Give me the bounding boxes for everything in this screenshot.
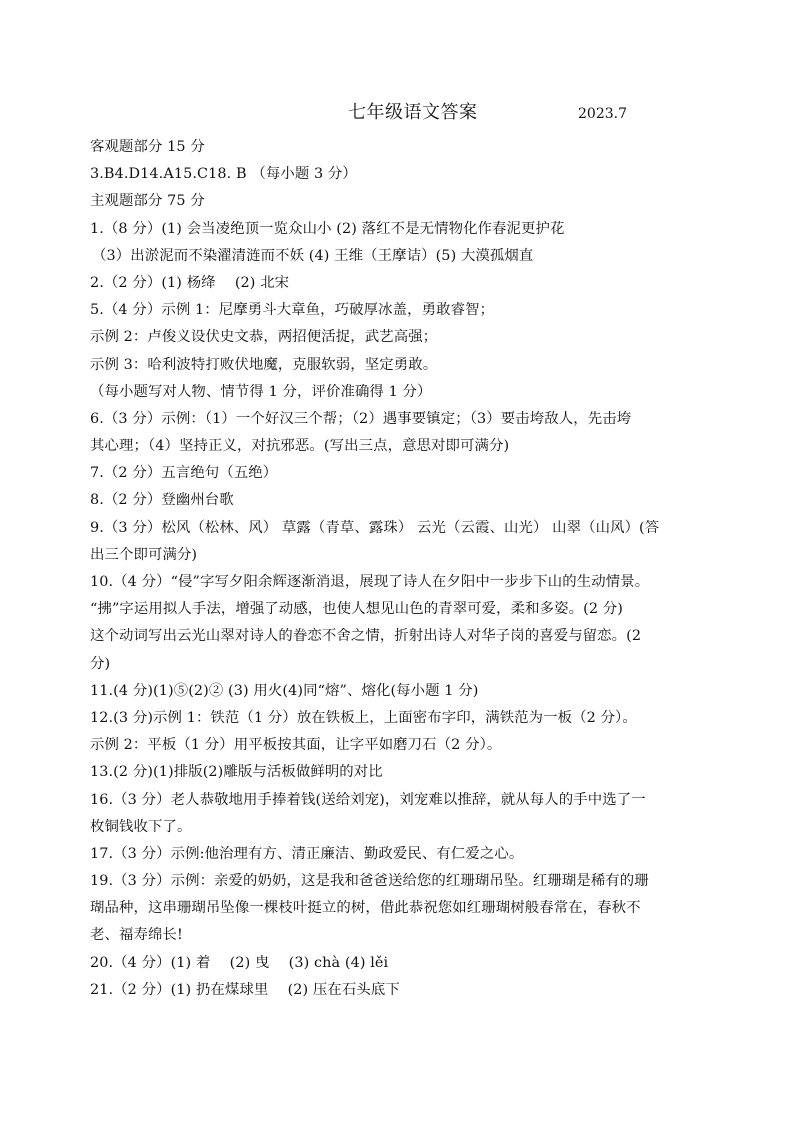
page-title: 七年级语文答案	[348, 102, 478, 123]
section-objective: 客观题部分 15 分	[90, 139, 205, 155]
answer-line: 12.(3 分)示例 1：铁范（1 分）放在铁板上，上面密布字印，满铁范为一板（2 分）。	[90, 709, 637, 726]
answer-line: 1.（8 分）(1) 会当凌绝顶一览众山小 (2) 落红不是无情物化作春泥更护花	[90, 220, 565, 237]
answer-line: 7.（2 分）五言绝句（五绝）	[90, 465, 278, 482]
answer-line: 21.（2 分）(1) 扔在煤球里 (2) 压在石头底下	[90, 981, 400, 998]
answer-line: 枚铜钱收下了。	[90, 818, 192, 835]
answer-line: （3）出淤泥而不染濯清涟而不妖 (4) 王维（王摩诘）(5) 大漠孤烟直	[92, 247, 534, 264]
date-label: 2023.7	[578, 106, 627, 122]
answer-line: 示例 3：哈利波特打败伏地魔，克服软弱，坚定勇敢。	[90, 356, 438, 373]
scoring-note: （每小题写对人物、情节得 1 分，评价准确得 1 分）	[90, 383, 432, 400]
answer-line: 示例 2：平板（1 分）用平板按其面，让字平如磨刀石（2 分）。	[90, 737, 502, 754]
answer-line: 16.（3 分）老人恭敬地用手捧着钱(送给刘宠)，刘宠难以推辞，就从每人的手中选了一	[90, 791, 646, 808]
answer-line: 瑚品种，这串珊瑚吊坠像一棵枝叶挺立的树，借此恭祝您如红珊瑚树般春常在，春秋不	[90, 900, 641, 917]
objective-answers: 3.B4.D14.A15.C18. B （每小题 3 分）	[90, 166, 357, 183]
answer-line: 5.（4 分）示例 1：尼摩勇斗大章鱼，巧破厚冰盖，勇敢睿智；	[90, 302, 495, 319]
answer-line: 8.（2 分）登幽州台歌	[90, 492, 234, 509]
answer-line: 老、福寿绵长!	[90, 927, 183, 944]
answer-line: 11.(4 分)(1)⑤(2)② (3) 用火(4)同“熔”、熔化(每小题 1 分)	[90, 682, 479, 699]
answer-line: 20.（4 分）(1) 着 (2) 曳 (3) chà (4) lěi	[90, 954, 389, 971]
answer-line: 出三个即可满分)	[90, 546, 198, 563]
answer-line: 6.（3 分）示例：（1）一个好汉三个帮；（2）遇事要镇定；（3）要击垮敌人，先击垮	[90, 410, 632, 427]
answer-line: 17.（3 分）示例:他治理有方、清正廉洁、勤政爱民、有仁爱之心。	[90, 845, 524, 862]
answer-content	[90, 134, 712, 1004]
answer-line: 19.（3 分）示例：亲爱的奶奶，这是我和爸爸送给您的红珊瑚吊坠。红珊瑚是稀有的珊	[90, 873, 649, 890]
answer-line: 9.（3 分）松风（松林、风） 草露（青草、露珠） 云光（云霞、山光） 山翠（山风）(答	[90, 519, 660, 536]
section-subjective: 主观题部分 75 分	[90, 193, 205, 210]
answer-line: 10.（4 分）“侵”字写夕阳余辉逐渐消退，展现了诗人在夕阳中一步步下山的生动情景。	[90, 574, 650, 590]
answer-line: 这个动词写出云光山翠对诗人的眷恋不舍之情，折射出诗人对华子岗的喜爱与留恋。(2	[90, 628, 642, 645]
answer-line: 2.（2 分）(1) 杨绛 (2) 北宋	[90, 274, 290, 291]
answer-line: “拂”字运用拟人手法，增强了动感，也使人想见山色的青翠可爱，柔和多姿。(2 分)	[90, 601, 623, 618]
answer-line: 其心理；（4）坚持正义，对抗邪恶。(写出三点，意思对即可满分)	[90, 438, 510, 455]
header	[0, 100, 794, 126]
answer-line: 示例 2：卢俊义设伏史文恭，两招便活捉，武艺高强；	[90, 329, 438, 346]
answer-line: 13.(2 分)(1)排版(2)雕版与活板做鲜明的对比	[90, 764, 383, 781]
answer-line: 分)	[90, 655, 111, 672]
